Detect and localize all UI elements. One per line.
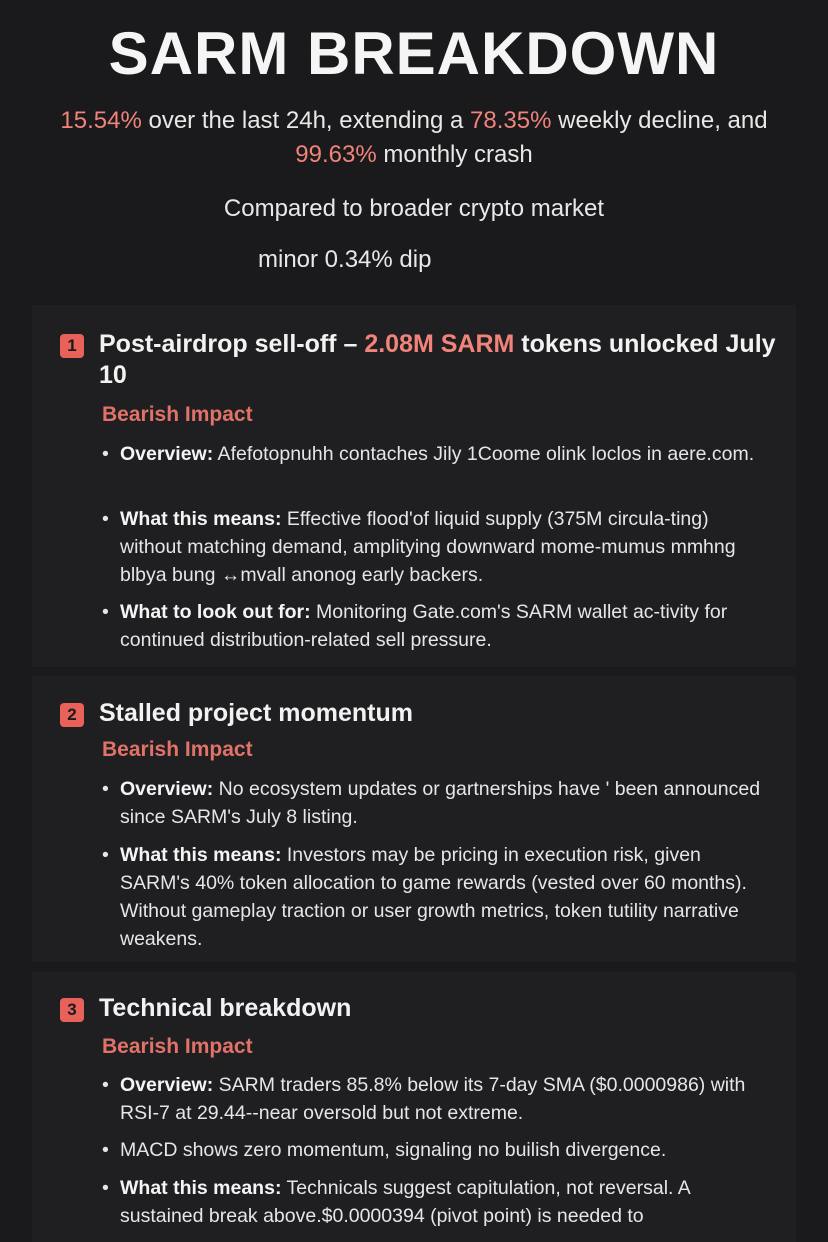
- bullet-item: [102, 1136, 762, 1164]
- market-dip-value: minor 0.34% dip: [258, 246, 432, 273]
- bullet-item: [102, 1174, 762, 1230]
- price-change-summary: [60, 104, 768, 172]
- section-title-highlight: 2.08M SARM: [364, 330, 515, 358]
- bullet-label: What this means:: [120, 508, 282, 530]
- bullet-text: MACD shows zero momentum, signaling no builish divergence.: [120, 1139, 667, 1161]
- bullet-label: What this means:: [120, 844, 282, 866]
- bullet-label: Overview:: [120, 778, 214, 800]
- impact-label: Bearish Impact: [102, 738, 253, 761]
- page-title: SARM BREAKDOWN: [108, 20, 720, 87]
- bullet-item: [102, 1071, 762, 1127]
- bullet-item: [102, 505, 762, 589]
- bullet-text: Technicals suggest capitulation, not reversal. A sustained break above.$0.0000394 (pivot point) is needed to: [120, 1177, 690, 1227]
- section-heading: [60, 993, 779, 1024]
- monthly-change-value: 99.63%: [295, 141, 377, 168]
- section-title-end: tokens unlocked July 10: [99, 330, 776, 389]
- impact-label: Bearish Impact: [102, 403, 253, 426]
- impact-label: Bearish Impact: [102, 1035, 253, 1058]
- bullet-item: [102, 440, 762, 468]
- daily-change-text: over the last 24h, extending a: [141, 107, 471, 134]
- section-title-start: Post-airdrop sell-off –: [99, 330, 365, 358]
- section-title: Technical breakdown: [99, 994, 352, 1022]
- monthly-change-text: monthly crash: [376, 141, 533, 168]
- bullet-item: [102, 841, 762, 953]
- bullet-label: Overview:: [120, 1074, 214, 1096]
- section-number-badge: 2: [60, 703, 84, 727]
- bullet-text: Monitoring Gate.com's SARM wallet ac-tivity for continued distribution-related sell pressure.: [120, 601, 728, 651]
- section-number-badge: 3: [60, 998, 84, 1022]
- section-heading: [60, 329, 779, 391]
- weekly-change-text: weekly decline, and: [551, 107, 768, 134]
- weekly-change-value: 78.35%: [470, 107, 552, 134]
- bullet-item: [102, 775, 762, 831]
- bullet-label: What to look out for:: [120, 601, 311, 623]
- bullet-text: Effective flood'of liquid supply (375M circula-ting) without matching demand, amplitying downward mome-mumus mmhng blbya bung ↔mvall anonog early backers.: [120, 508, 736, 586]
- market-compare-label: Compared to broader crypto market: [223, 195, 605, 222]
- section-heading: [60, 698, 779, 729]
- bullet-item: [102, 598, 762, 654]
- daily-change-value: 15.54%: [60, 107, 142, 134]
- bullet-text: Investors may be pricing in execution risk, given SARM's 40% token allocation to game rewards (vested over 60 months). Without gameplay traction or user growth metrics, token tutility narrative weakens.: [120, 844, 747, 950]
- bullet-text: SARM traders 85.8% below its 7-day SMA ($0.0000986) with RSI-7 at 29.44--near oversold but not extreme.: [120, 1074, 746, 1124]
- bullet-label: What this means:: [120, 1177, 282, 1199]
- bullet-label: Overview:: [120, 443, 214, 465]
- section-title: [99, 329, 779, 391]
- section-number-badge: 1: [60, 334, 84, 358]
- bullet-text: Afefotopnuhh contaches Jily 1Coome olink loclos in aere.com.: [213, 443, 755, 465]
- section-title: Stalled project momentum: [99, 699, 413, 727]
- bullet-text: No ecosystem updates or gartnerships have ' been announced since SARM's July 8 listing.: [120, 778, 761, 828]
